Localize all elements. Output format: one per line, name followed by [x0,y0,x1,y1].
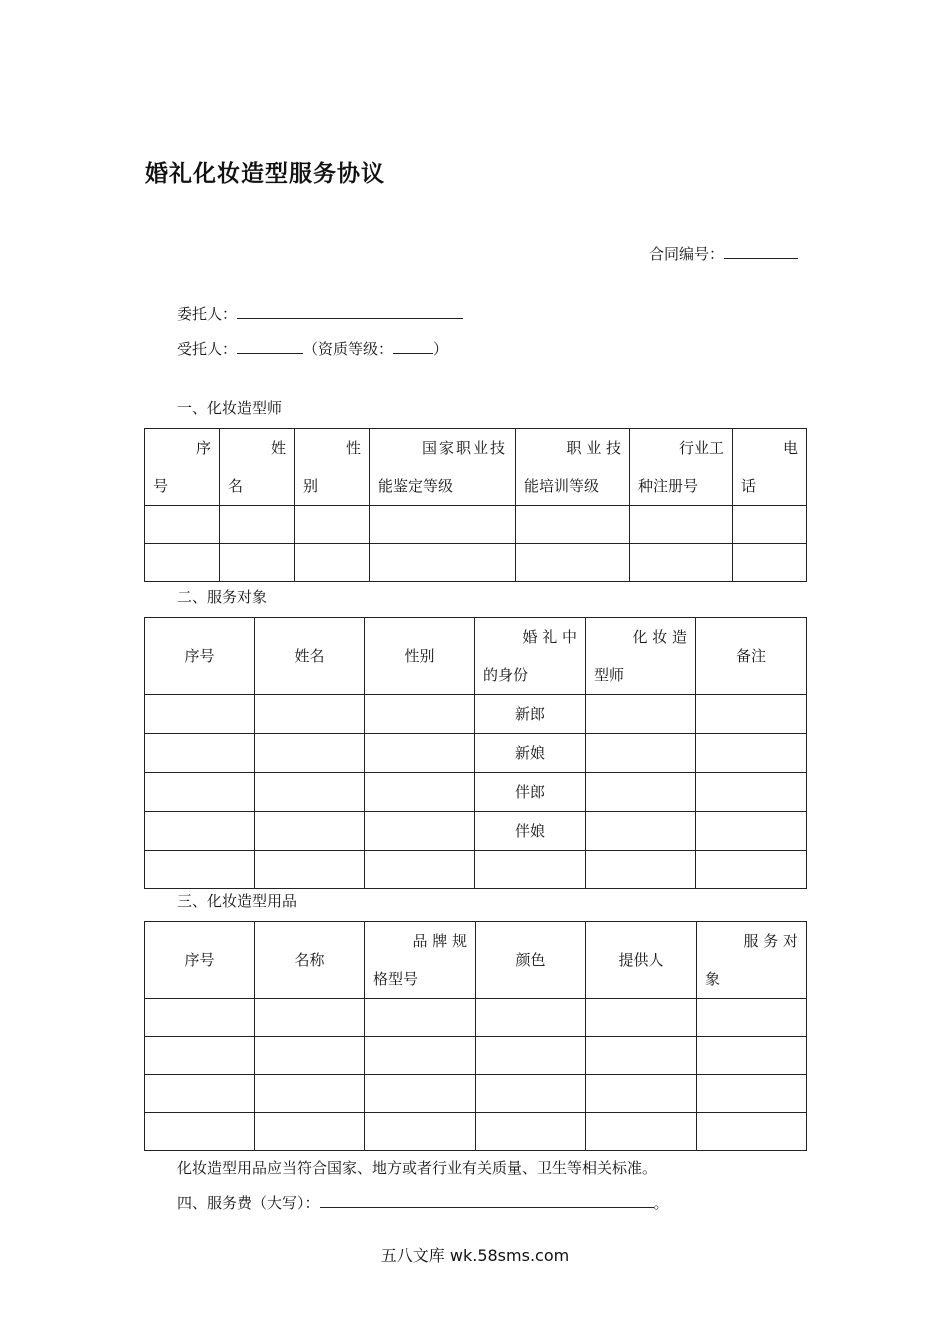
header-cell-serial: 序 号 [145,429,220,506]
section1-heading: 一、化妆造型师 [177,399,283,417]
document-title: 婚礼化妆造型服务协议 [145,161,385,187]
header-cell-remarks: 备注 [696,618,807,695]
header-cell-stylist: 化 妆 造 型师 [586,618,696,695]
header-cell-wedding-role: 婚 礼 中 的身份 [475,618,586,695]
client-label: 委托人： [177,305,238,323]
table-row [145,812,807,851]
client-blank [237,303,463,319]
header-cell-serial: 序号 [145,618,255,695]
supplies-standard-note: 化妆造型用品应当符合国家、地方或者行业有关质量、卫生等相关标准。 [177,1159,658,1177]
table-row [145,1113,807,1151]
header-cell-brand-spec: 品 牌 规 格型号 [365,922,476,999]
header-cell-phone: 电 话 [733,429,807,506]
service-fee-blank [320,1192,654,1208]
contract-number-label: 合同编号： [649,245,725,263]
qualification-blank [393,338,433,354]
stylist-table-header [145,429,807,506]
supplies-header [145,922,807,999]
qualification-close: ） [433,340,449,358]
table-row [145,1075,807,1113]
table-row [145,506,807,544]
header-cell-training-level: 职 业 技 能培训等级 [516,429,630,506]
role-groomsman: 伴郎 [475,773,586,812]
header-cell-gender: 性 别 [295,429,370,506]
role-bride: 新娘 [475,734,586,773]
role-bridesmaid: 伴娘 [475,812,586,851]
header-cell-name: 姓名 [255,618,365,695]
table-row [145,695,807,734]
service-fee-end: 。 [653,1194,669,1212]
role-groom: 新郎 [475,695,586,734]
header-cell-item-name: 名称 [255,922,365,999]
header-cell-national-level: 国家职业技 能鉴定等级 [370,429,516,506]
header-cell-gender: 性别 [365,618,475,695]
contract-number-blank [724,243,798,259]
service-target-header [145,618,807,695]
header-cell-service-target: 服 务 对 象 [697,922,807,999]
table-row [145,773,807,812]
section3-heading: 三、化妆造型用品 [177,892,298,910]
table-row [145,544,807,582]
service-fee-line [177,1192,669,1213]
footer-watermark: 五八文库 wk.58sms.com [380,1246,570,1265]
header-cell-color: 颜色 [476,922,586,999]
header-cell-registration: 行业工 种注册号 [630,429,733,506]
client-line [177,303,463,324]
table-row [145,1037,807,1075]
table-row [145,851,807,889]
stylist-table [144,428,807,582]
supplies-table [144,921,807,1151]
contract-number-line [649,243,798,264]
contractor-line [177,338,448,359]
contractor-blank [237,338,303,354]
table-row [145,999,807,1037]
service-fee-label: 四、服务费（大写）： [177,1194,320,1212]
service-target-table [144,617,807,889]
contractor-label: 受托人： [177,340,238,358]
table-row [145,734,807,773]
header-cell-provider: 提供人 [586,922,697,999]
section2-heading: 二、服务对象 [177,588,268,606]
header-cell-serial: 序号 [145,922,255,999]
header-cell-name: 姓 名 [220,429,295,506]
qualification-open: （资质等级： [303,340,394,358]
